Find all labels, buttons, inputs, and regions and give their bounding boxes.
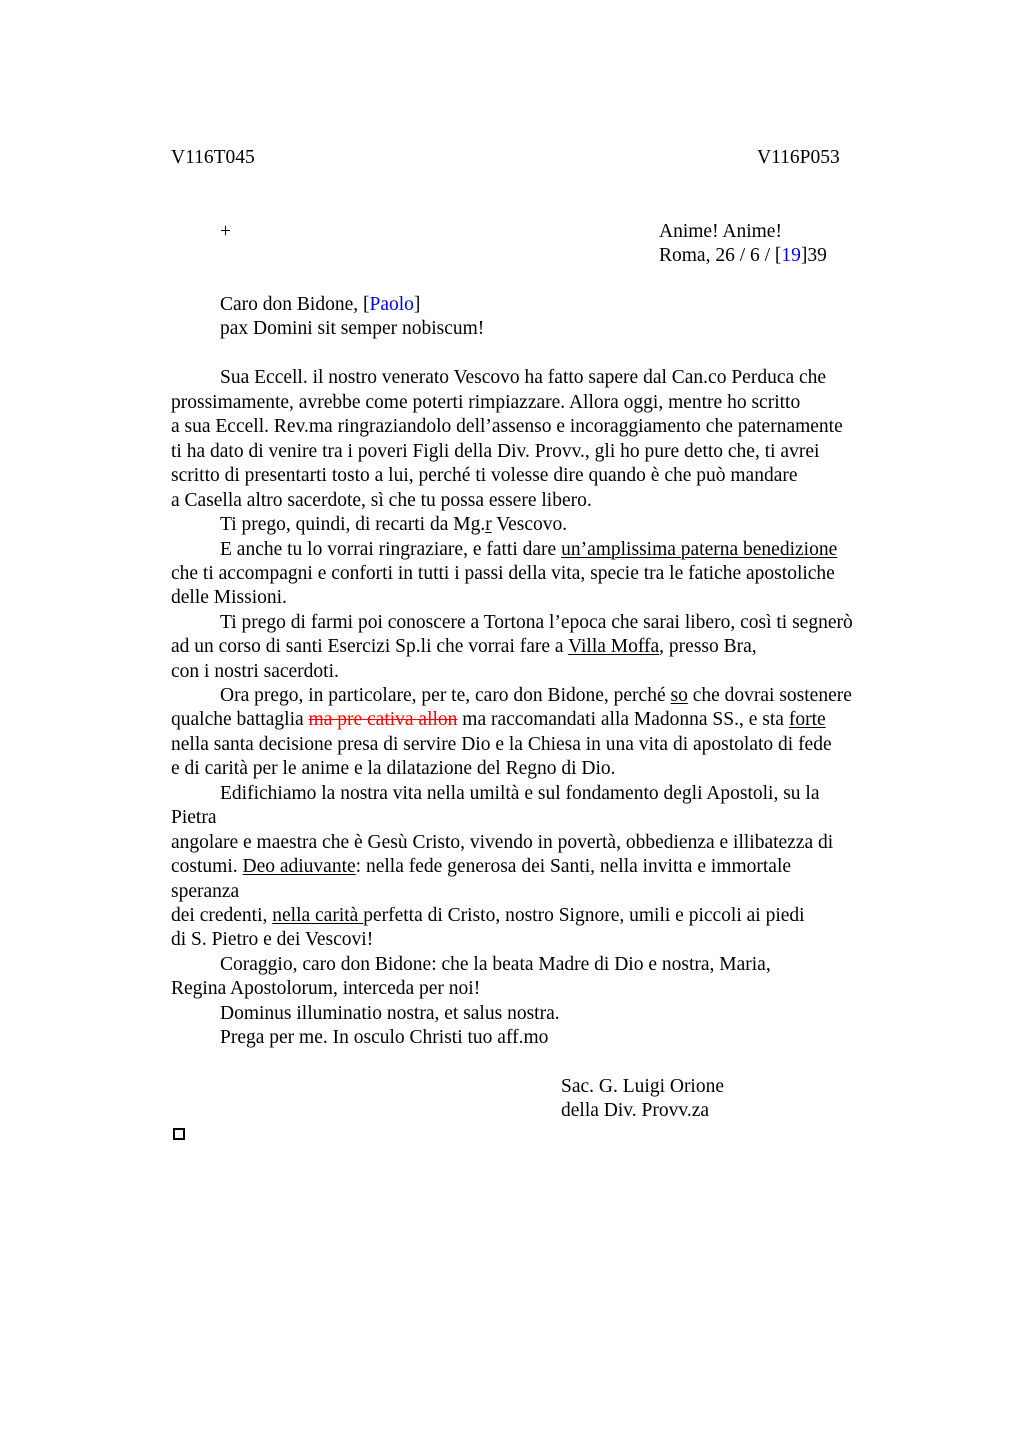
body-line: di S. Pietro e dei Vescovi! [171,929,374,950]
body-line: e di carità per le anime e la dilatazione del Regno di Dio. [171,758,616,779]
body-line: ti ha dato di venire tra i poveri Figli della Div. Provv., gli ho pure detto che, ti avrei [171,441,820,462]
body-line: speranza [171,881,240,902]
body-line: delle Missioni. [171,587,287,608]
body-line: Dominus illuminatio nostra, et salus nostra. [220,1003,560,1024]
body-line: ad un corso di santi Esercizi Sp.li che vorrai fare a Villa Moffa, presso Bra, [171,636,757,657]
body-line: Edifichiamo la nostra vita nella umiltà e sul fondamento degli Apostoli, su la [220,783,820,804]
body-line: dei credenti, nella carità perfetta di Cristo, nostro Signore, umili e piccoli ai piedi [171,905,805,926]
header-right-code: V116P053 [757,147,840,168]
body-line: che ti accompagni e conforti in tutti i passi della vita, specie tra le fatiche apostoliche [171,563,835,584]
body-line: Sua Eccell. il nostro venerato Vescovo ha fatto sapere dal Can.co Perduca che [220,367,827,388]
end-square-icon [173,1128,185,1140]
body-line: Ti prego, quindi, di recarti da Mg.r Vescovo. [220,514,568,535]
body-line: E anche tu lo vorrai ringraziare, e fatti dare un’amplissima paterna benedizione [220,539,838,560]
underlined-phrase: so [670,685,688,706]
body-line: Ti prego di farmi poi conoscere a Tortona l’epoca che sarai libero, così ti segnerò [220,612,853,633]
signature-name: Sac. G. Luigi Orione [561,1076,725,1097]
body-line: Prega per me. In osculo Christi tuo aff.mo [220,1027,549,1048]
body-line: qualche battaglia ma pre cativa allon ma raccomandati alla Madonna SS., e sta forte [171,709,826,730]
body-line: con i nostri sacerdoti. [171,661,339,682]
salutation-greeting: pax Domini sit semper nobiscum! [220,318,485,339]
body-line: scritto di presentarti tosto a lui, perché ti volesse dire quando è che può mandare [171,465,798,486]
underlined-phrase: Villa Moffa [568,636,660,657]
body-line: costumi. Deo adiuvante: nella fede generosa dei Santi, nella invitta e immortale [171,856,792,877]
body-line: nella santa decisione presa di servire Dio e la Chiesa in una vita di apostolato di fede [171,734,832,755]
body-line: Ora prego, in particolare, per te, caro don Bidone, perché so che dovrai sostenere [220,685,852,706]
date-year-editorial: 19 [781,245,801,266]
header-left-code: V116T045 [171,147,255,168]
body-line: prossimamente, avrebbe come poterti rimpiazzare. Allora oggi, mentre ho scritto [171,392,801,413]
underlined-phrase: Deo adiuvante [242,856,356,877]
underlined-phrase: forte [788,709,826,730]
motto: Anime! Anime! [659,221,782,242]
signature-title: della Div. Provv.za [561,1100,710,1121]
body-line: Pietra [171,807,217,828]
salutation-line: Caro don Bidone, [Paolo] [220,294,421,315]
body-line: a Casella altro sacerdote, sì che tu possa essere libero. [171,490,592,511]
body-line: a sua Eccell. Rev.ma ringraziandolo dell’assenso e incoraggiamento che paternamente [171,416,843,437]
body-line: Coraggio, caro don Bidone: che la beata Madre di Dio e nostra, Maria, [220,954,771,975]
underlined-phrase: nella carità [272,905,364,926]
struck-text: ma pre cativa allon [308,709,458,730]
underlined-phrase: un’amplissima paterna benedizione [561,539,838,560]
body-line: Regina Apostolorum, interceda per noi! [171,978,481,999]
recipient-name-editorial: Paolo [369,294,414,315]
body-line: angolare e maestra che è Gesù Cristo, vivendo in povertà, obbedienza e illibatezza di [171,832,834,853]
date-line: Roma, 26 / 6 / [19]39 [659,245,827,266]
cross-mark: + [220,221,231,242]
